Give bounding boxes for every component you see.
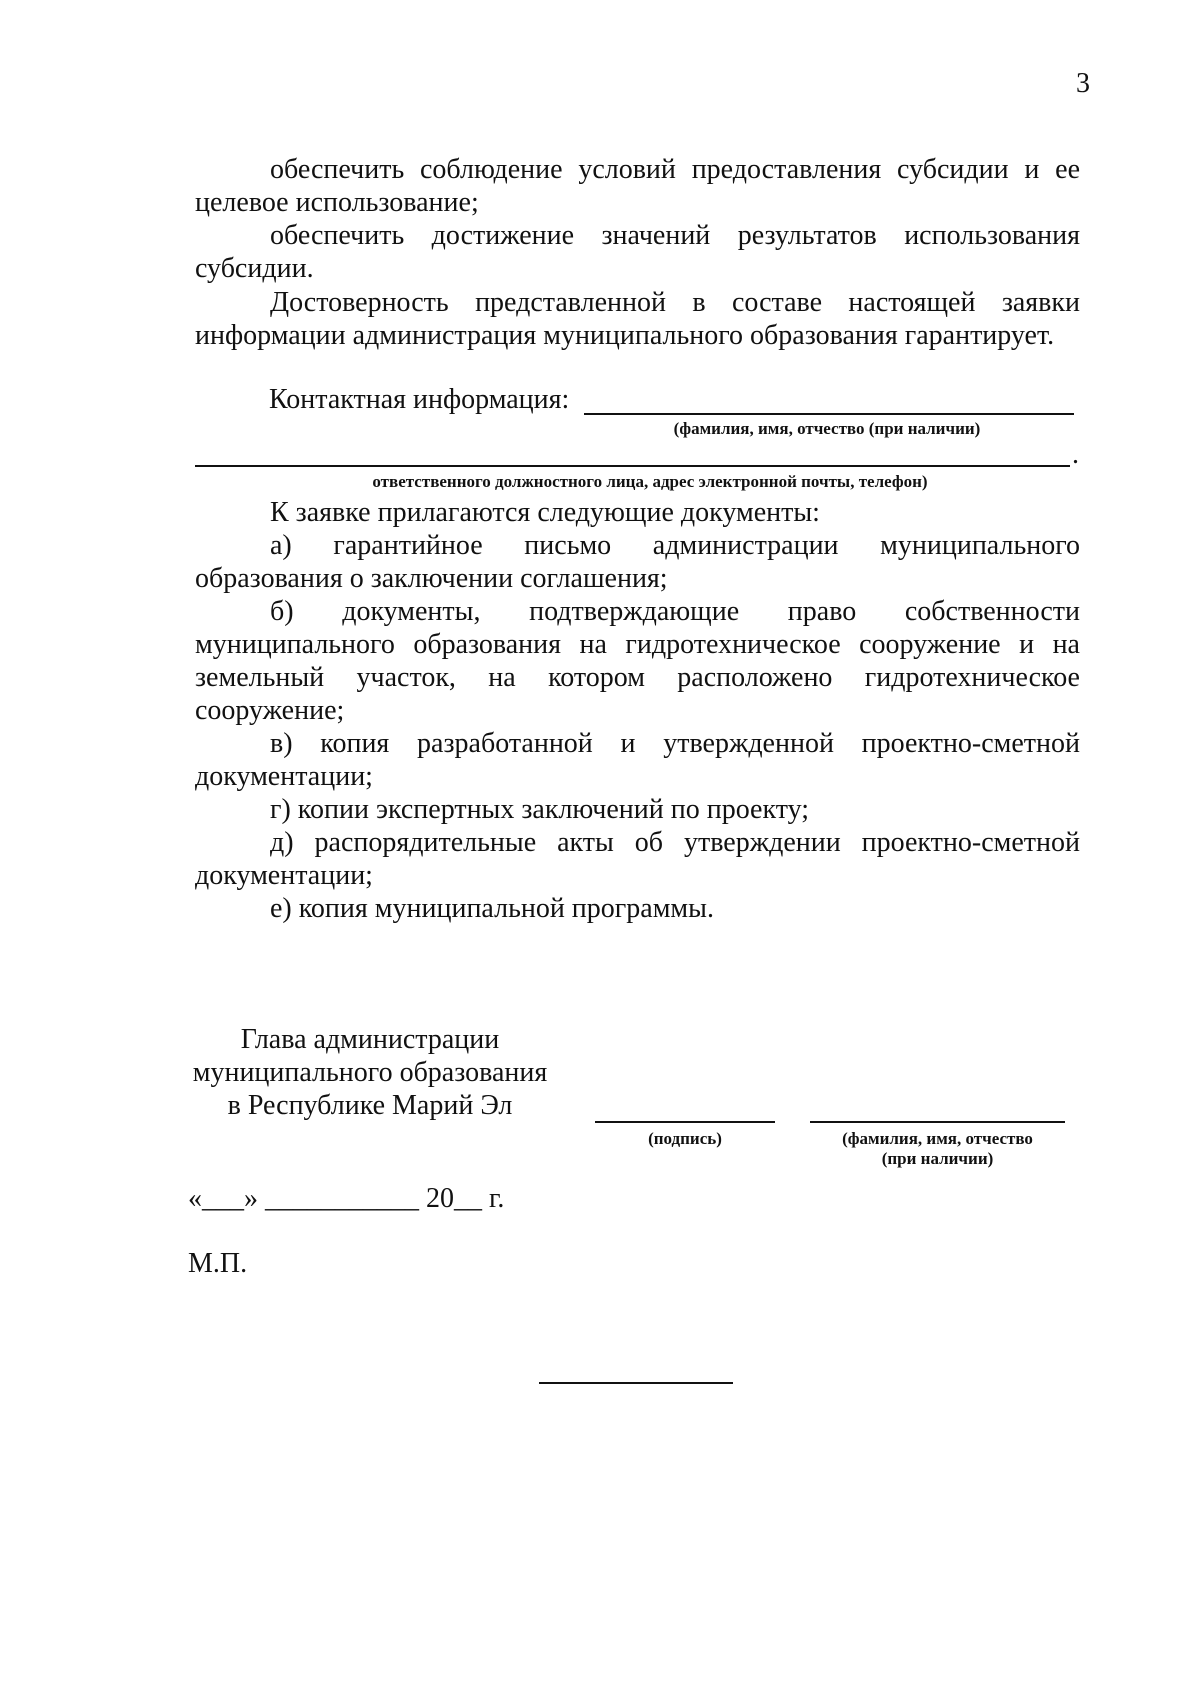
- signer-title: [180, 1023, 560, 1122]
- list-item: в) копия разработанной и утвержденной проектно-сметной документации;: [195, 728, 1080, 792]
- documents-intro: К заявке прилагаются следующие документы:: [270, 497, 820, 528]
- caption-line: (фамилия, имя, отчество: [842, 1129, 1033, 1148]
- closing-rule: [539, 1382, 733, 1384]
- contact-trailing-dot: .: [1072, 439, 1079, 470]
- signature-fill-line: [595, 1121, 775, 1123]
- signer-line: Глава администрации: [240, 1024, 500, 1055]
- caption-signer-name: [810, 1129, 1065, 1169]
- caption-line: (при наличии): [881, 1149, 994, 1168]
- stamp-place-label: М.П.: [188, 1248, 248, 1279]
- caption-fio: (фамилия, имя, отчество (при наличии): [673, 419, 981, 438]
- list-item: е) копия муниципальной программы.: [270, 893, 714, 924]
- list-item: г) копии экспертных заключений по проекту;: [270, 794, 809, 825]
- paragraph-text: обеспечить соблюдение условий предоставления субсидии и ее целевое использование;: [195, 154, 1080, 218]
- contact-details-fill-line: [195, 465, 1070, 467]
- caption-signature: (подпись): [648, 1129, 722, 1148]
- paragraph-text: Достоверность представленной в составе настоящей заявки информации администрация муниципального образования гарантирует.: [195, 287, 1080, 351]
- signer-line: в Республике Марий Эл: [227, 1090, 513, 1121]
- page-number: 3: [1076, 68, 1090, 99]
- attached-documents-section: [195, 496, 1080, 925]
- list-item: д) распорядительные акты об утверждении проектно-сметной документации;: [195, 827, 1080, 891]
- contact-fill-line: [584, 413, 1074, 415]
- contact-label: Контактная информация:: [269, 384, 570, 415]
- list-item: б) документы, подтверждающие право собственности муниципального образования на гидротехническое сооружение и на земельный участок, на котором расположено гидротехническое сооружение;: [195, 596, 1080, 726]
- signer-name-fill-line: [810, 1121, 1065, 1123]
- list-item: а) гарантийное письмо администрации муниципального образования о заключении соглашения;: [195, 530, 1080, 594]
- paragraph-ensure-conditions: [195, 153, 1080, 219]
- caption-contact-details: ответственного должностного лица, адрес электронной почты, телефон): [372, 472, 928, 491]
- paragraph-text: обеспечить достижение значений результатов использования субсидии.: [195, 220, 1080, 284]
- paragraph-ensure-results: [195, 219, 1080, 285]
- date-line: «___» ___________ 20__ г.: [188, 1183, 505, 1214]
- signer-line: муниципального образования: [192, 1057, 548, 1088]
- paragraph-reliability: [195, 286, 1080, 352]
